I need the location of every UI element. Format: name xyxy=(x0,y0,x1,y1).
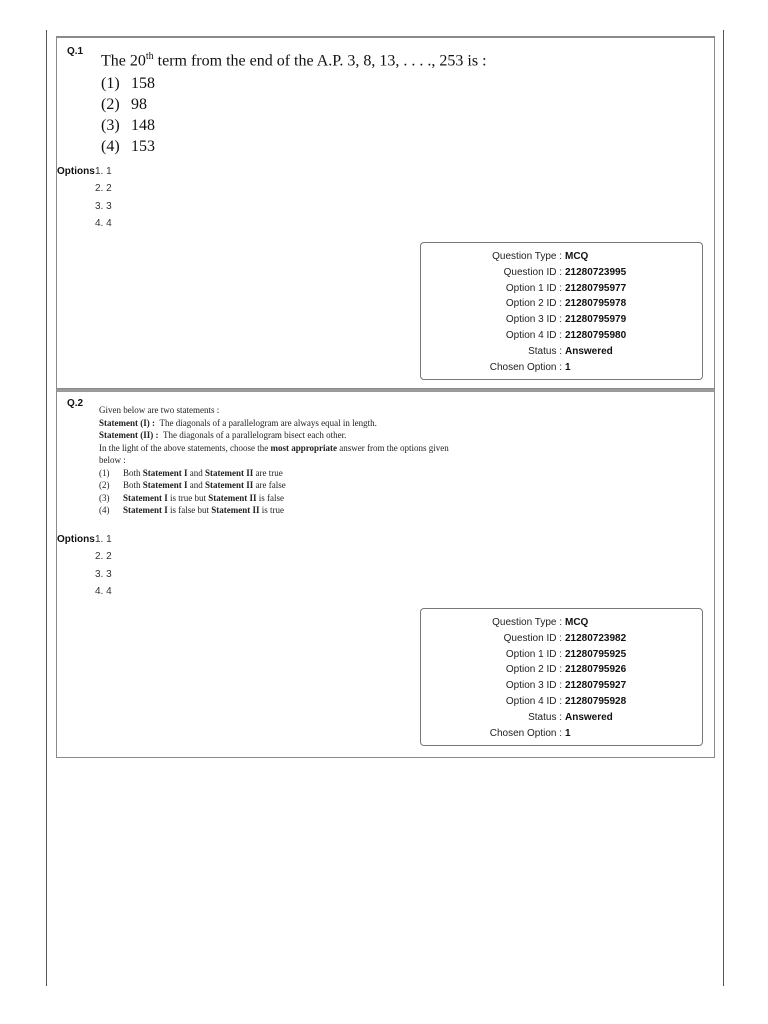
meta-key: Status : xyxy=(528,711,562,723)
page-border-left xyxy=(46,30,47,986)
question-metadata-box xyxy=(420,608,703,746)
question-number: Q.1 xyxy=(67,46,84,57)
meta-value: 21280723982 xyxy=(565,632,627,644)
option-item: 4. 4 xyxy=(95,218,112,230)
meta-key: Option 1 ID : xyxy=(505,648,562,660)
meta-row xyxy=(421,328,702,344)
instruction-cont: below : xyxy=(99,455,126,465)
meta-key: Option 4 ID : xyxy=(505,329,562,341)
meta-row xyxy=(421,678,702,694)
meta-row xyxy=(421,710,702,726)
instruction xyxy=(99,442,519,455)
meta-key: Question Type : xyxy=(492,251,562,262)
choice-item xyxy=(101,115,155,136)
choice-text: are false xyxy=(253,480,286,490)
meta-row xyxy=(421,296,702,312)
choice-text: is false xyxy=(256,492,284,503)
meta-value: 21280795927 xyxy=(565,680,627,692)
choice-bold: Statement I xyxy=(123,492,168,503)
choice-bold: Statement II xyxy=(211,505,260,515)
instruction-bold: most appropriate xyxy=(270,442,338,453)
choice-text: 98 xyxy=(131,96,147,113)
meta-value: MCQ xyxy=(565,251,589,262)
meta-key: Option 3 ID : xyxy=(505,314,562,326)
choice-number: (3) xyxy=(99,492,110,503)
instruction-part: answer from the options given xyxy=(337,442,449,453)
options-label: Options xyxy=(57,166,95,177)
meta-key: Status : xyxy=(528,345,562,357)
instruction-part: In the light of the above statements, choose the xyxy=(99,442,271,453)
choice-text: and xyxy=(187,467,206,478)
page-border-right xyxy=(723,30,724,986)
option-item: 4. 4 xyxy=(95,586,112,598)
meta-row xyxy=(421,281,702,297)
choice-text: is true xyxy=(259,505,284,515)
meta-row xyxy=(421,615,702,631)
meta-key: Question Type : xyxy=(492,617,562,628)
choice-item xyxy=(101,73,155,94)
choice-item xyxy=(99,492,519,505)
meta-value: 21280795979 xyxy=(565,314,627,326)
option-item: 3. 3 xyxy=(95,200,112,212)
choice-bold: Statement II xyxy=(205,467,254,478)
choice-item xyxy=(99,467,519,480)
stem-intro: Given below are two statements : xyxy=(99,405,220,415)
statement-2 xyxy=(99,429,519,442)
question-stem xyxy=(99,404,519,517)
choice-item xyxy=(99,504,519,517)
choice-number: (4) xyxy=(101,138,120,155)
choice-text: is true but xyxy=(167,492,209,503)
meta-value: MCQ xyxy=(565,617,589,628)
choice-number: (4) xyxy=(99,505,110,515)
choice-text: 148 xyxy=(131,117,155,134)
options-list xyxy=(95,531,112,601)
meta-row xyxy=(421,344,702,360)
question-block-1 xyxy=(56,36,715,389)
choice-text: are true xyxy=(253,467,283,478)
meta-row xyxy=(421,360,702,376)
statement-2-label: Statement (II) : xyxy=(99,430,159,440)
option-item: 2. 2 xyxy=(95,551,112,563)
stem-suffix: term from the end of the A.P. 3, 8, 13, . . . ., 253 is : xyxy=(153,52,487,70)
question-metadata-box xyxy=(420,242,703,380)
meta-row xyxy=(421,249,702,265)
meta-value: 21280723995 xyxy=(565,266,627,278)
question-number: Q.2 xyxy=(67,398,84,409)
choice-text: is false but xyxy=(167,505,212,515)
meta-key: Chosen Option : xyxy=(489,361,562,373)
question-stem xyxy=(101,51,487,70)
option-item: 2. 2 xyxy=(95,183,112,195)
meta-key: Option 3 ID : xyxy=(505,680,562,692)
choice-number: (1) xyxy=(99,467,110,478)
meta-value: Answered xyxy=(565,345,613,357)
options-list xyxy=(95,163,112,233)
choice-number: (3) xyxy=(101,117,120,134)
statement-1-label: Statement (I) : xyxy=(99,417,155,428)
meta-value: 1 xyxy=(565,361,571,373)
choice-text: Both xyxy=(123,480,143,490)
meta-value: Answered xyxy=(565,711,613,723)
statement-1 xyxy=(99,417,519,430)
choice-bold: Statement I xyxy=(142,480,188,490)
options-label: Options xyxy=(57,534,95,545)
choice-number: (2) xyxy=(101,96,120,113)
choice-item xyxy=(99,479,519,492)
meta-value: 1 xyxy=(565,727,571,739)
meta-value: 21280795980 xyxy=(565,329,627,341)
choice-item xyxy=(101,136,155,157)
meta-value: 21280795977 xyxy=(565,282,627,294)
meta-key: Chosen Option : xyxy=(489,727,562,739)
statement-2-text: The diagonals of a parallelogram bisect each other. xyxy=(162,430,347,440)
meta-value: 21280795928 xyxy=(565,695,627,707)
question-choices xyxy=(101,73,155,157)
meta-row xyxy=(421,662,702,678)
option-item: 3. 3 xyxy=(95,568,112,580)
meta-key: Question ID : xyxy=(503,632,562,644)
meta-row xyxy=(421,726,702,742)
option-item: 1. 1 xyxy=(95,166,112,177)
meta-key: Question ID : xyxy=(503,266,562,278)
statement-1-text: The diagonals of a parallelogram are always equal in length. xyxy=(159,417,377,428)
choice-item xyxy=(101,94,155,115)
meta-key: Option 2 ID : xyxy=(505,298,562,310)
meta-value: 21280795925 xyxy=(565,648,627,660)
meta-key: Option 2 ID : xyxy=(505,664,562,676)
meta-value: 21280795978 xyxy=(565,298,627,310)
choice-bold: Statement I xyxy=(142,467,188,478)
choice-text: 153 xyxy=(131,138,155,155)
choice-text: Both xyxy=(123,467,143,478)
meta-row xyxy=(421,694,702,710)
meta-row xyxy=(421,647,702,663)
meta-row xyxy=(421,265,702,281)
stem-superscript: th xyxy=(145,51,154,62)
question-block-2 xyxy=(56,389,715,758)
choice-number: (1) xyxy=(101,75,120,92)
choice-bold: Statement II xyxy=(208,492,257,503)
meta-row xyxy=(421,631,702,647)
choice-bold: Statement II xyxy=(205,480,254,490)
meta-row xyxy=(421,312,702,328)
choice-number: (2) xyxy=(99,480,110,490)
choice-text: and xyxy=(187,480,206,490)
meta-value: 21280795926 xyxy=(565,664,627,676)
stem-prefix: The 20 xyxy=(101,52,146,70)
meta-key: Option 4 ID : xyxy=(505,695,562,707)
choice-bold: Statement I xyxy=(123,505,168,515)
meta-key: Option 1 ID : xyxy=(505,282,562,294)
option-item: 1. 1 xyxy=(95,534,112,545)
choice-text: 158 xyxy=(131,75,155,92)
